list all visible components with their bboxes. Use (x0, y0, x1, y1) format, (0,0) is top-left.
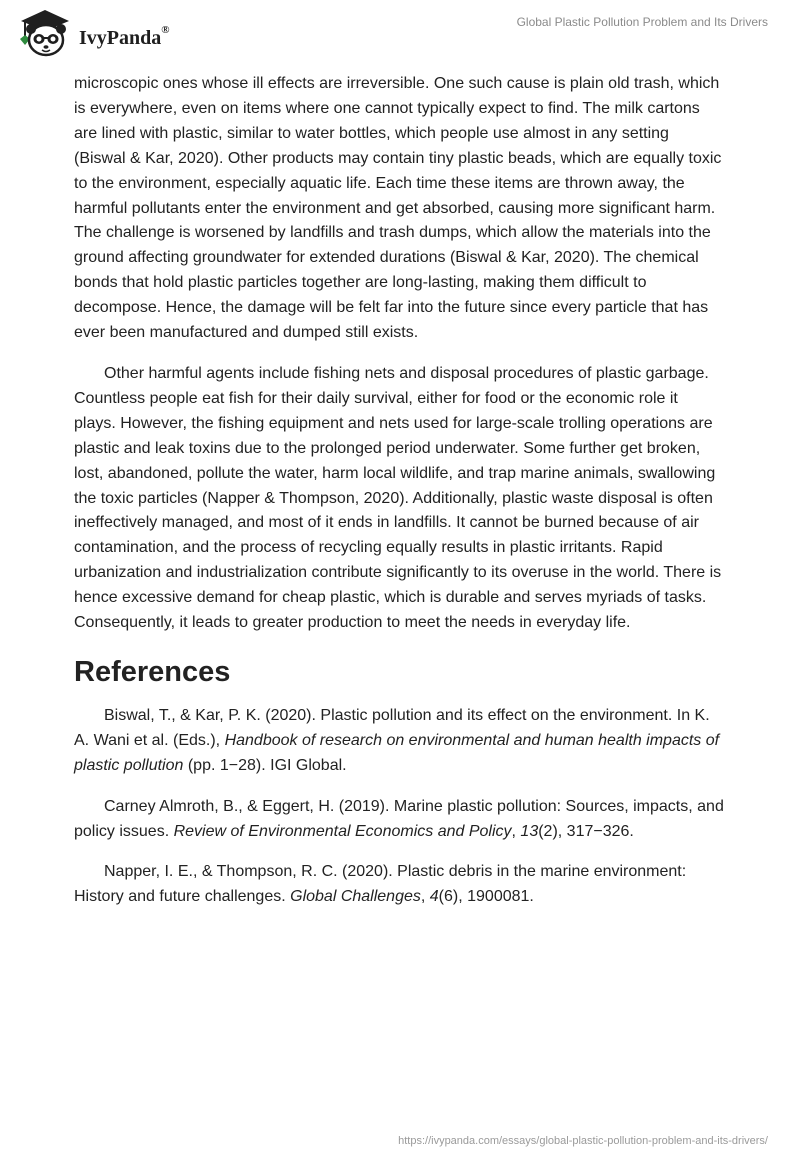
panda-logo-icon (15, 7, 75, 59)
reference-item: Carney Almroth, B., & Eggert, H. (2019). Marine plastic pollution: Sources, impacts, and policy issues. Review of Environmental Economics and Policy, 13(2), 317−326. (74, 797, 724, 840)
reference-volume: 4 (429, 888, 439, 906)
page-header (0, 0, 800, 70)
reference-journal: Review of Environmental Economics and Policy (173, 822, 512, 840)
registered-mark: ® (161, 24, 170, 36)
body-paragraph-2: Other harmful agents include fishing nets and disposal procedures of plastic garbage. Countless people eat fish for their daily survival, either for food or the economic role it plays. However, the fishing equipment and nets used for large-scale trolling operations are plastic and leak toxins due to the prolonged period underwater. Some further get broken, lost, abandoned, pollute the water, harm local wildlife, and trap marine animals, swallowing the toxic particles (Napper & Thompson, 2020). Additionally, plastic waste disposal is often ineffectively managed, and most of it ends in landfills. It cannot be burned because of air contamination, and the process of recycling equally results in plastic irritants. Rapid urbanization and industrialization contribute significantly to its overuse in the world. There is hence excessive demand for cheap plastic, which is durable and serves myriads of tasks. Consequently, it leads to greater production to meet the needs in everyday life. (74, 364, 722, 632)
source-url[interactable]: https://ivypanda.com/essays/global-plastic-pollution-problem-and-its-drivers/ (398, 1135, 768, 1147)
brand-name: IvyPanda® (79, 24, 170, 49)
reference-volume: 13 (520, 822, 539, 840)
references-heading: References (74, 655, 231, 688)
document-title: Global Plastic Pollution Problem and Its Drivers (516, 15, 768, 29)
essay-content (74, 72, 724, 926)
reference-title: Handbook of research on environmental and human health impacts of plastic pollution (74, 731, 720, 774)
reference-journal: Global Challenges (290, 888, 421, 906)
ivypanda-logo[interactable] (15, 7, 195, 59)
body-paragraph-1: microscopic ones whose ill effects are irreversible. One such cause is plain old trash, which is everywhere, even on items where one cannot typically expect to find. The milk cartons are lined with plastic, similar to water bottles, which people use almost in any setting (Biswal & Kar, 2020). Other products may contain tiny plastic beads, which are equally toxic to the environment, especially aquatic life. Each time these items are thrown away, the harmful pollutants enter the environment and get absorbed, causing more significant harm. The challenge is worsened by landfills and trash dumps, which allow the materials into the ground affecting groundwater for extended durations (Biswal & Kar, 2020). The chemical bonds that hold plastic particles together are long-lasting, making them difficult to decompose. Hence, the damage will be felt far into the future since every particle that has ever been manufactured and dumped still exists. (74, 75, 722, 342)
reference-item: Napper, I. E., & Thompson, R. C. (2020). Plastic debris in the marine environment: History and future challenges. Global Challenges, 4(6), 1900081. (74, 863, 687, 906)
reference-item: Biswal, T., & Kar, P. K. (2020). Plastic pollution and its effect on the environment. In K. A. Wani et al. (Eds.), Handbook of research on environmental and human health impacts of plastic pollution (pp. 1−28). IGI Global. (74, 706, 720, 774)
